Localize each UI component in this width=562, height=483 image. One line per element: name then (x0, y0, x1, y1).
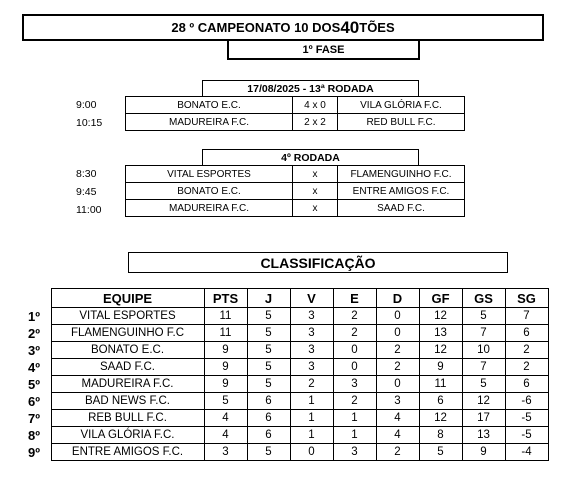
cell-team: VILA GLÓRIA F.C. (51, 427, 204, 444)
cell-d: 2 (376, 359, 419, 376)
cell-pts: 5 (204, 393, 247, 410)
cell-d: 3 (376, 393, 419, 410)
cell-gf: 13 (419, 325, 462, 342)
cell-team: ENTRE AMIGOS F.C. (51, 444, 204, 461)
score: x (293, 200, 338, 217)
cell-v: 3 (290, 308, 333, 325)
cell-team: MADUREIRA F.C. (51, 376, 204, 393)
position: 9º (22, 444, 51, 461)
cell-pts: 3 (204, 444, 247, 461)
table-row (22, 359, 548, 376)
cell-gf: 12 (419, 308, 462, 325)
table-row (22, 427, 548, 444)
score: x (293, 166, 338, 183)
score: 2 x 2 (293, 114, 338, 131)
cell-v: 3 (290, 342, 333, 359)
cell-d: 0 (376, 308, 419, 325)
game-row (126, 166, 465, 183)
column-header: SG (505, 289, 548, 308)
cell-j: 6 (247, 410, 290, 427)
cell-e: 3 (333, 376, 376, 393)
cell-gf: 8 (419, 427, 462, 444)
cell-e: 3 (333, 444, 376, 461)
column-header: GF (419, 289, 462, 308)
cell-d: 4 (376, 427, 419, 444)
cell-team: FLAMENGUINHO F.C (51, 325, 204, 342)
cell-team: REB BULL F.C. (51, 410, 204, 427)
column-header: V (290, 289, 333, 308)
cell-sg: -5 (505, 427, 548, 444)
cell-j: 6 (247, 393, 290, 410)
cell-sg: 2 (505, 342, 548, 359)
away-team: RED BULL F.C. (338, 114, 465, 131)
score: 4 x 0 (293, 97, 338, 114)
round1-title: 17/08/2025 - 13ª RODADA (202, 80, 419, 96)
game-time: 11:00 (76, 204, 102, 216)
cell-d: 2 (376, 342, 419, 359)
cell-j: 5 (247, 359, 290, 376)
game-time: 9:00 (76, 99, 97, 111)
column-header: E (333, 289, 376, 308)
page-title (22, 14, 544, 41)
cell-v: 0 (290, 444, 333, 461)
game-time: 9:45 (76, 186, 97, 198)
cell-v: 1 (290, 393, 333, 410)
cell-gf: 5 (419, 444, 462, 461)
cell-gs: 13 (462, 427, 505, 444)
cell-e: 2 (333, 308, 376, 325)
cell-v: 3 (290, 325, 333, 342)
cell-d: 0 (376, 325, 419, 342)
away-team: VILA GLÓRIA F.C. (338, 97, 465, 114)
cell-j: 5 (247, 444, 290, 461)
title-prefix: 28 º CAMPEONATO 10 DOS (171, 20, 341, 35)
game-row (126, 97, 465, 114)
cell-e: 1 (333, 410, 376, 427)
cell-gs: 7 (462, 359, 505, 376)
home-team: VITAL ESPORTES (126, 166, 293, 183)
cell-sg: 2 (505, 359, 548, 376)
cell-j: 6 (247, 427, 290, 444)
column-header: EQUIPE (51, 289, 204, 308)
cell-gs: 5 (462, 376, 505, 393)
cell-e: 1 (333, 427, 376, 444)
home-team: BONATO E.C. (126, 183, 293, 200)
home-team: MADUREIRA F.C. (126, 114, 293, 131)
table-row (22, 325, 548, 342)
round2-title: 4º RODADA (202, 149, 419, 165)
round1-games-table (125, 96, 465, 131)
cell-d: 0 (376, 376, 419, 393)
cell-sg: 6 (505, 325, 548, 342)
column-header: D (376, 289, 419, 308)
home-team: MADUREIRA F.C. (126, 200, 293, 217)
cell-e: 0 (333, 359, 376, 376)
table-row (22, 342, 548, 359)
cell-v: 1 (290, 427, 333, 444)
table-row (22, 410, 548, 427)
cell-d: 2 (376, 444, 419, 461)
position: 4º (22, 359, 51, 376)
position: 1º (22, 308, 51, 325)
phase-label: 1º FASE (227, 40, 420, 60)
cell-pts: 9 (204, 376, 247, 393)
cell-v: 1 (290, 410, 333, 427)
classification-title: CLASSIFICAÇÃO (128, 252, 508, 273)
cell-gs: 10 (462, 342, 505, 359)
game-time: 8:30 (76, 168, 97, 180)
title-big: 40 (340, 17, 360, 37)
cell-sg: 6 (505, 376, 548, 393)
game-time: 10:15 (76, 117, 103, 129)
score: x (293, 183, 338, 200)
column-header: PTS (204, 289, 247, 308)
cell-gs: 12 (462, 393, 505, 410)
cell-gs: 7 (462, 325, 505, 342)
title-suffix: TÕES (359, 20, 395, 35)
cell-team: BAD NEWS F.C. (51, 393, 204, 410)
table-row (22, 376, 548, 393)
away-team: SAAD F.C. (338, 200, 465, 217)
cell-gs: 9 (462, 444, 505, 461)
position: 3º (22, 342, 51, 359)
cell-gf: 9 (419, 359, 462, 376)
away-team: FLAMENGUINHO F.C. (338, 166, 465, 183)
cell-j: 5 (247, 342, 290, 359)
position: 5º (22, 376, 51, 393)
cell-sg: -4 (505, 444, 548, 461)
game-row (126, 183, 465, 200)
table-row (22, 308, 548, 325)
cell-j: 5 (247, 325, 290, 342)
away-team: ENTRE AMIGOS F.C. (338, 183, 465, 200)
standings-header-row (22, 289, 548, 308)
cell-gf: 11 (419, 376, 462, 393)
home-team: BONATO E.C. (126, 97, 293, 114)
column-header: J (247, 289, 290, 308)
cell-j: 5 (247, 376, 290, 393)
cell-pts: 9 (204, 342, 247, 359)
cell-sg: 7 (505, 308, 548, 325)
cell-d: 4 (376, 410, 419, 427)
cell-pts: 11 (204, 325, 247, 342)
cell-v: 3 (290, 359, 333, 376)
position: 6º (22, 393, 51, 410)
column-header: GS (462, 289, 505, 308)
cell-gf: 12 (419, 342, 462, 359)
cell-pts: 4 (204, 410, 247, 427)
game-row (126, 114, 465, 131)
position: 7º (22, 410, 51, 427)
cell-gs: 17 (462, 410, 505, 427)
cell-j: 5 (247, 308, 290, 325)
cell-e: 2 (333, 325, 376, 342)
cell-gf: 6 (419, 393, 462, 410)
round2-games-table (125, 165, 465, 217)
cell-e: 0 (333, 342, 376, 359)
cell-gs: 5 (462, 308, 505, 325)
cell-team: VITAL ESPORTES (51, 308, 204, 325)
cell-e: 2 (333, 393, 376, 410)
cell-v: 2 (290, 376, 333, 393)
table-row (22, 444, 548, 461)
cell-gf: 12 (419, 410, 462, 427)
cell-team: SAAD F.C. (51, 359, 204, 376)
position: 2º (22, 325, 51, 342)
pos-header (22, 289, 51, 308)
cell-pts: 4 (204, 427, 247, 444)
standings-table (22, 288, 549, 461)
position: 8º (22, 427, 51, 444)
game-row (126, 200, 465, 217)
cell-team: BONATO E.C. (51, 342, 204, 359)
cell-pts: 11 (204, 308, 247, 325)
cell-sg: -5 (505, 410, 548, 427)
table-row (22, 393, 548, 410)
cell-pts: 9 (204, 359, 247, 376)
cell-sg: -6 (505, 393, 548, 410)
